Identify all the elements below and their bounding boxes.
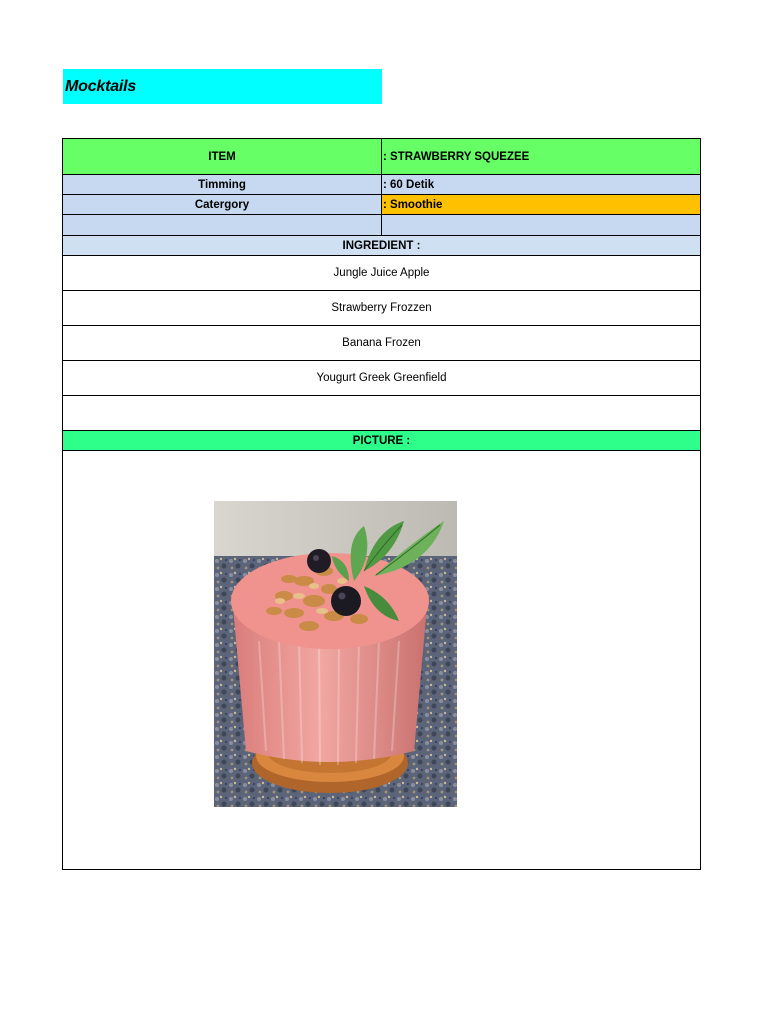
smoothie-photo	[214, 501, 457, 807]
timing-label: Timming	[63, 175, 382, 194]
empty-cell-left	[63, 215, 382, 235]
empty-row	[63, 215, 700, 236]
ingredient-header: INGREDIENT :	[342, 239, 421, 252]
blank-row	[63, 396, 700, 431]
ingredient-item: Jungle Juice Apple	[333, 267, 430, 279]
picture-header: PICTURE :	[352, 434, 411, 447]
timing-value: : 60 Detik	[383, 178, 435, 191]
ingredient-item: Strawberry Frozzen	[331, 302, 432, 314]
ingredient-row	[63, 256, 700, 291]
item-row	[63, 139, 700, 175]
picture-header-row	[63, 431, 700, 451]
item-label: ITEM	[63, 139, 382, 174]
page-title: Mocktails	[65, 77, 137, 95]
ingredient-row	[63, 361, 700, 396]
ingredient-header-row	[63, 236, 700, 256]
category-row	[63, 195, 700, 215]
category-label: Catergory	[63, 195, 382, 214]
empty-cell-right	[382, 215, 700, 235]
ingredient-item: Yougurt Greek Greenfield	[316, 372, 447, 384]
smoothie-image	[214, 501, 457, 807]
timing-row	[63, 175, 700, 195]
category-value: : Smoothie	[382, 195, 700, 214]
page-title-bar	[63, 69, 382, 104]
recipe-sheet	[62, 138, 701, 870]
ingredient-row	[63, 326, 700, 361]
blank-cell	[63, 396, 700, 430]
item-value: : STRAWBERRY SQUEZEE	[383, 150, 530, 163]
picture-row	[63, 451, 700, 869]
ingredient-item: Banana Frozen	[342, 337, 421, 349]
ingredient-row	[63, 291, 700, 326]
